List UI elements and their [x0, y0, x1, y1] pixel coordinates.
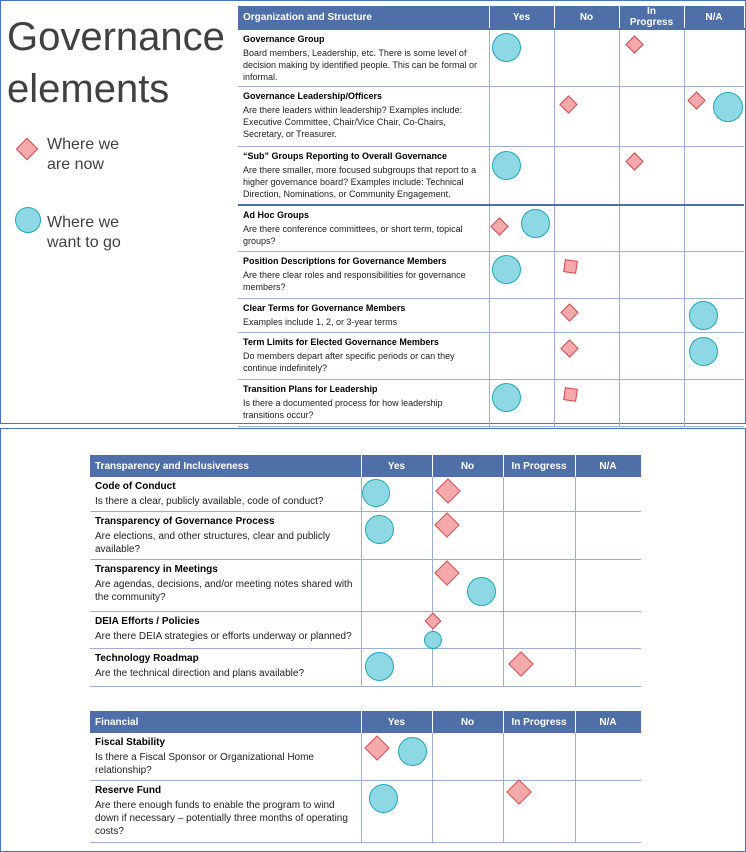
- table-header-row: [238, 6, 744, 29]
- row-desc: Board members, Leadership, etc. There is some level of decision making by identified people. This can be formal or informal.: [243, 48, 477, 82]
- header-na: N/A: [575, 711, 641, 733]
- diamond-icon: [16, 138, 39, 161]
- table-row: [90, 477, 641, 512]
- table-row: [238, 299, 744, 333]
- row-desc: Are there clear roles and responsibilities for governance members?: [243, 270, 466, 292]
- table-row: [238, 380, 744, 427]
- now-diamond-icon: [435, 478, 460, 503]
- now-diamond-icon: [560, 303, 578, 321]
- table-row: [238, 205, 744, 252]
- want-circle-icon: [424, 631, 442, 649]
- row-desc: Are there DEIA strategies or efforts underway or planned?: [95, 631, 352, 642]
- want-circle-icon: [492, 255, 521, 284]
- want-circle-icon: [365, 652, 394, 681]
- row-title: Ad Hoc Groups: [243, 209, 310, 220]
- table-row: [238, 87, 744, 147]
- want-circle-icon: [713, 92, 743, 122]
- now-diamond-icon: [434, 560, 459, 585]
- organization-structure-table: [238, 6, 745, 427]
- title-line-1: Governance: [7, 15, 225, 59]
- row-desc: Examples include 1, 2, or 3-year terms: [243, 317, 398, 327]
- row-title: Transition Plans for Leadership: [243, 384, 378, 394]
- circle-icon: [15, 207, 41, 233]
- table-row: [90, 512, 641, 560]
- header-in-progress: In Progress: [619, 6, 684, 29]
- legend-now-label: Where we are now: [47, 136, 120, 173]
- table-row: [90, 649, 641, 687]
- header-na: N/A: [684, 6, 744, 29]
- header-in-progress: In Progress: [503, 455, 575, 477]
- want-circle-icon: [689, 337, 718, 366]
- row-title: Clear Terms for Governance Members: [243, 303, 406, 313]
- row-desc: Are elections, and other structures, clear and publicly available?: [95, 531, 331, 555]
- row-title: Reserve Fund: [95, 785, 162, 796]
- table-row: [90, 781, 641, 843]
- want-circle-icon: [467, 577, 496, 606]
- now-diamond-icon: [560, 339, 578, 357]
- now-diamond-icon: [364, 735, 389, 760]
- header-yes: Yes: [361, 711, 432, 733]
- table-header-row: [90, 711, 641, 733]
- row-title: Transparency of Governance Process: [95, 516, 275, 527]
- want-circle-icon: [398, 737, 427, 766]
- row-desc: Are there leaders within leadership? Examples include: Executive Committee, Chair/Vice Chair, Co-Chairs, Secretary, or Treasurer.: [243, 105, 463, 139]
- now-diamond-icon: [625, 35, 643, 53]
- row-title: Governance Leadership/Officers: [243, 91, 383, 101]
- header-category: Financial: [90, 711, 361, 733]
- want-circle-icon: [492, 151, 521, 180]
- header-category: Transparency and Inclusiveness: [90, 455, 361, 477]
- row-desc: Are there conference committees, or short term, topical groups?: [243, 223, 463, 246]
- row-desc: Are there smaller, more focused subgroups that report to a higher governance board? Examples include: Technical Direction, Nominations, or Community Engagement.: [243, 165, 477, 199]
- legend-want-label: Where we want to go: [47, 214, 121, 251]
- row-title: Fiscal Stability: [95, 737, 166, 748]
- slide-governance-organization: [0, 0, 746, 424]
- title-line-2: elements: [7, 67, 170, 111]
- want-circle-icon: [521, 209, 550, 238]
- slide-title: [7, 11, 225, 115]
- financial-table: [90, 711, 642, 843]
- want-circle-icon: [365, 515, 394, 544]
- row-title: Position Descriptions for Governance Members: [243, 256, 447, 266]
- header-na: N/A: [575, 455, 641, 477]
- now-diamond-icon: [687, 91, 705, 109]
- table-row: [90, 560, 641, 612]
- row-title: Code of Conduct: [95, 481, 176, 492]
- now-diamond-icon: [434, 512, 459, 537]
- row-desc: Is there a Fiscal Sponsor or Organizational Home relationship?: [95, 752, 314, 776]
- now-diamond-icon: [508, 651, 533, 676]
- now-diamond-icon: [559, 95, 577, 113]
- row-desc: Are the technical direction and plans available?: [95, 668, 305, 679]
- header-no: No: [554, 6, 619, 29]
- want-circle-icon: [369, 784, 398, 813]
- row-title: DEIA Efforts / Policies: [95, 616, 200, 627]
- table-row: [238, 147, 744, 205]
- table-row: [238, 252, 744, 299]
- header-category: Organization and Structure: [238, 6, 489, 29]
- now-diamond-icon: [625, 152, 643, 170]
- now-diamond-icon: [506, 779, 531, 804]
- header-yes: Yes: [361, 455, 432, 477]
- table-row: [238, 333, 744, 380]
- header-in-progress: In Progress: [503, 711, 575, 733]
- transparency-table: [90, 455, 642, 687]
- row-title: Transparency in Meetings: [95, 564, 218, 575]
- row-desc: Is there a clear, publicly available, code of conduct?: [95, 496, 324, 507]
- row-title: Technology Roadmap: [95, 653, 199, 664]
- legend-where-want: [15, 207, 121, 253]
- want-circle-icon: [492, 383, 521, 412]
- row-title: “Sub” Groups Reporting to Overall Governance: [243, 151, 448, 161]
- legend-where-now: [15, 135, 119, 175]
- row-title: Governance Group: [243, 34, 325, 44]
- row-desc: Do members depart after specific periods or can they continue indefinitely?: [243, 351, 455, 373]
- table-row: [238, 29, 744, 87]
- header-no: No: [432, 711, 503, 733]
- want-circle-icon: [492, 33, 521, 62]
- row-desc: Is there a documented process for how leadership transitions occur?: [243, 398, 443, 420]
- want-circle-icon: [689, 301, 718, 330]
- now-square-icon: [563, 387, 578, 402]
- table-header-row: [90, 455, 641, 477]
- header-no: No: [432, 455, 503, 477]
- row-desc: Are agendas, decisions, and/or meeting notes shared with the community?: [95, 579, 353, 603]
- row-desc: Are there enough funds to enable the program to wind down if necessary – potentially three months of operating costs?: [95, 800, 348, 837]
- now-square-icon: [563, 259, 578, 274]
- want-circle-icon: [362, 479, 390, 507]
- table-row: [90, 733, 641, 781]
- slide-transparency-financial: [0, 428, 746, 852]
- row-title: Term Limits for Elected Governance Members: [243, 337, 439, 347]
- now-diamond-icon: [490, 217, 508, 235]
- header-yes: Yes: [489, 6, 554, 29]
- table-row: [90, 612, 641, 649]
